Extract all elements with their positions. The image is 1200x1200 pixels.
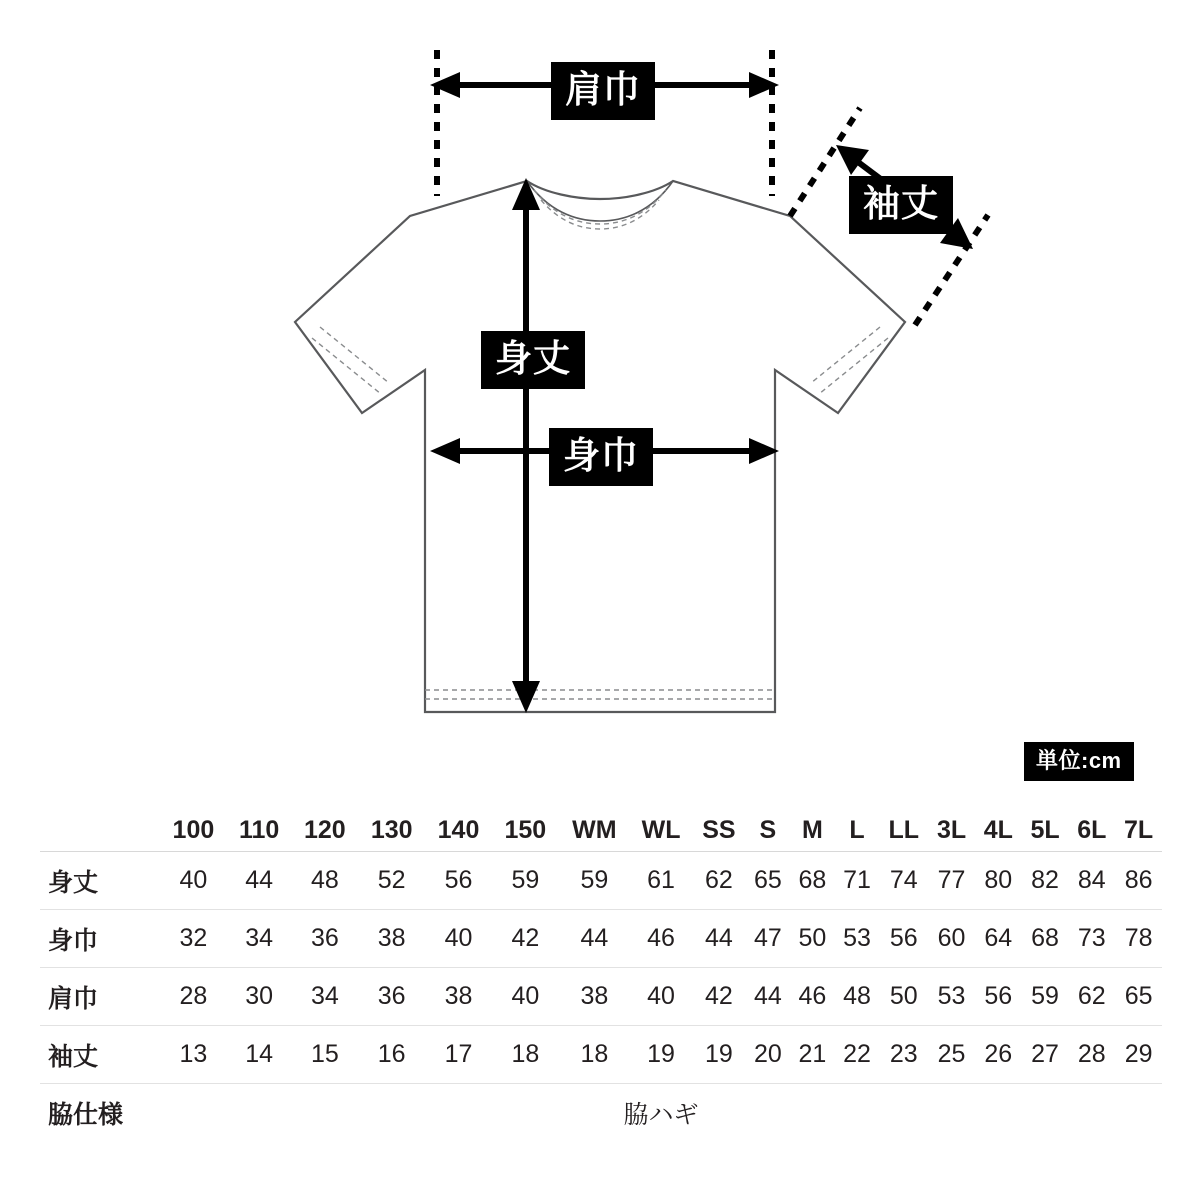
table-cell: 29 <box>1115 1026 1162 1084</box>
table-cell: 42 <box>692 968 745 1026</box>
table-cell: 42 <box>492 910 559 968</box>
table-cell: 59 <box>1022 968 1069 1026</box>
table-cell: 60 <box>928 910 975 968</box>
table-header <box>40 788 1162 852</box>
table-cell: 52 <box>358 852 425 910</box>
label-body-width: 身巾 <box>549 428 653 486</box>
table-cell: 44 <box>746 968 791 1026</box>
table-cell: 61 <box>630 852 692 910</box>
table-col-header: 140 <box>425 788 492 852</box>
table-col-header: 120 <box>291 788 358 852</box>
table-row <box>40 968 1162 1026</box>
table-cell: 77 <box>928 852 975 910</box>
table-cell: 46 <box>630 910 692 968</box>
table-col-header: 130 <box>358 788 425 852</box>
table-cell: 25 <box>928 1026 975 1084</box>
table-row-header: 脇仕様 <box>48 1100 124 1129</box>
table-row <box>40 852 1162 910</box>
table-cell: 16 <box>358 1026 425 1084</box>
table-cell: 80 <box>975 852 1022 910</box>
table-cell: 27 <box>1022 1026 1069 1084</box>
table-cell: 34 <box>291 968 358 1026</box>
table-corner-cell <box>40 788 160 852</box>
table-cell: 40 <box>425 910 492 968</box>
table-cell: 28 <box>160 968 227 1026</box>
table-cell: 65 <box>1115 968 1162 1026</box>
table-cell: 56 <box>975 968 1022 1026</box>
table-cell: 18 <box>559 1026 630 1084</box>
table-cell: 47 <box>746 910 791 968</box>
table-cell: 13 <box>160 1026 227 1084</box>
table-cell: 38 <box>425 968 492 1026</box>
table-row-header: 袖丈 <box>40 1026 160 1084</box>
table-col-header: 110 <box>227 788 292 852</box>
table-col-header: S <box>746 788 791 852</box>
size-table <box>40 788 1162 1141</box>
table-col-header: 150 <box>492 788 559 852</box>
table-cell: 48 <box>835 968 880 1026</box>
table-cell: 64 <box>975 910 1022 968</box>
table-cell: 18 <box>492 1026 559 1084</box>
table-col-header: 5L <box>1022 788 1069 852</box>
table-cell: 59 <box>492 852 559 910</box>
table-cell: 71 <box>835 852 880 910</box>
table-row-header: 身丈 <box>40 852 160 910</box>
table-cell: 32 <box>160 910 227 968</box>
table-col-header: L <box>835 788 880 852</box>
table-cell: 56 <box>879 910 928 968</box>
table-cell: 86 <box>1115 852 1162 910</box>
table-cell: 59 <box>559 852 630 910</box>
table-cell: 65 <box>746 852 791 910</box>
table-cell: 62 <box>1068 968 1115 1026</box>
table-cell: 82 <box>1022 852 1069 910</box>
table-row <box>40 910 1162 968</box>
unit-badge: 単位:cm <box>1024 742 1134 781</box>
table-cell: 38 <box>358 910 425 968</box>
table-cell: 17 <box>425 1026 492 1084</box>
table-cell: 19 <box>692 1026 745 1084</box>
table-cell: 36 <box>291 910 358 968</box>
table-cell: 19 <box>630 1026 692 1084</box>
table-cell: 53 <box>928 968 975 1026</box>
table-cell: 50 <box>879 968 928 1026</box>
table-col-header: M <box>790 788 835 852</box>
table-cell: 38 <box>559 968 630 1026</box>
table-cell: 44 <box>227 852 292 910</box>
table-spec-row <box>40 1084 1162 1142</box>
table-cell: 34 <box>227 910 292 968</box>
label-body-length: 身丈 <box>481 331 585 389</box>
table-col-header: LL <box>879 788 928 852</box>
table-col-header: 100 <box>160 788 227 852</box>
table-cell: 48 <box>291 852 358 910</box>
table-col-header: 7L <box>1115 788 1162 852</box>
label-shoulder-width: 肩巾 <box>551 62 655 120</box>
table-cell: 14 <box>227 1026 292 1084</box>
table-cell: 74 <box>879 852 928 910</box>
table-col-header: 6L <box>1068 788 1115 852</box>
table-cell: 36 <box>358 968 425 1026</box>
table-cell: 50 <box>790 910 835 968</box>
table-cell: 44 <box>692 910 745 968</box>
table-col-header: WL <box>630 788 692 852</box>
table-body <box>40 852 1162 1142</box>
table-cell: 23 <box>879 1026 928 1084</box>
table-cell: 56 <box>425 852 492 910</box>
table-cell: 20 <box>746 1026 791 1084</box>
table-row <box>40 1026 1162 1084</box>
table-cell: 62 <box>692 852 745 910</box>
table-col-header: 3L <box>928 788 975 852</box>
table-cell: 30 <box>227 968 292 1026</box>
table-cell: 15 <box>291 1026 358 1084</box>
table-col-header: 4L <box>975 788 1022 852</box>
table-cell: 68 <box>1022 910 1069 968</box>
table-cell: 26 <box>975 1026 1022 1084</box>
table-cell: 84 <box>1068 852 1115 910</box>
table-row-header: 身巾 <box>40 910 160 968</box>
table-cell: 68 <box>790 852 835 910</box>
table-col-header: SS <box>692 788 745 852</box>
table-cell: 44 <box>559 910 630 968</box>
table-cell: 46 <box>790 968 835 1026</box>
table-cell: 53 <box>835 910 880 968</box>
table-col-header: WM <box>559 788 630 852</box>
table-cell: 21 <box>790 1026 835 1084</box>
table-cell: 78 <box>1115 910 1162 968</box>
label-sleeve-length: 袖丈 <box>849 176 953 234</box>
table-cell: 28 <box>1068 1026 1115 1084</box>
table-cell: 40 <box>492 968 559 1026</box>
table-cell: 73 <box>1068 910 1115 968</box>
table-cell: 40 <box>630 968 692 1026</box>
table-cell: 22 <box>835 1026 880 1084</box>
table-row-header: 肩巾 <box>40 968 160 1026</box>
table-cell: 40 <box>160 852 227 910</box>
table-header-row <box>40 788 1162 852</box>
table-spec-value: 脇ハギ <box>623 1100 699 1129</box>
